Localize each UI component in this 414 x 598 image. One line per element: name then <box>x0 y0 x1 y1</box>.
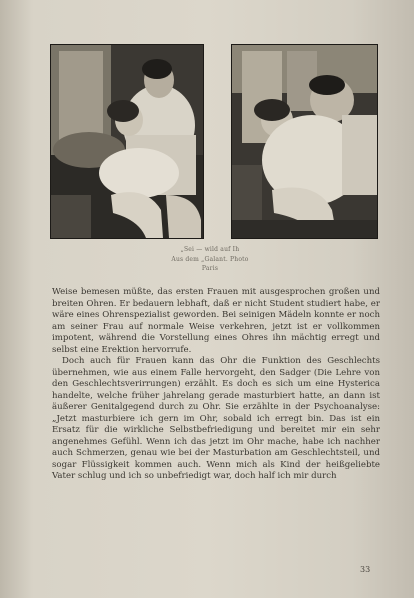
photo-left-image <box>51 45 203 238</box>
vintage-photograph-left <box>50 44 204 239</box>
body-text <box>52 287 380 483</box>
vintage-photograph-right <box>231 44 378 239</box>
photo-right-image <box>232 45 377 238</box>
photo-caption-source: Aus dem „Galant. Photo <box>171 256 249 263</box>
page-number: 33 <box>360 565 371 574</box>
photo-caption-place: Paris <box>201 265 219 272</box>
paragraph-2: Doch auch für Frauen kann das Ohr die Funktion des Geschlechts übernehmen, wie aus einem Falle hervorgeht, den Sadger (Die Lehre von den Geschlechtsverirrungen) erzählt. Es doch es sich um eine Hysterica handelte, welche früher jahrelang gerade masturbiert hatte, an dann ist äußerer Genitalgegend durch zu Ohr. Sie erzählte in der Psychoanalyse: „Jetzt masturbiere ich gern im Ohr, sobald ich erregt bin. Das ist ein Ersatz für die wirkliche Selbstbefriedigung und bereitet mir ein sehr angenehmes Gefühl. Wenn ich das jetzt im Ohr mache, habe ich nachher auch Schmerzen, genau wie bei der Masturbation am Geschlechtsteil, und sogar Flüssigkeit kommen auch. Wenn mich als Kind der heißgeliebte Vater schlug und ich so unbefriedigt war, doch half ich mir durch <box>52 356 380 481</box>
paragraph-1: Weise bemesen müßte, das ersten Frauen mit ausgesprochen großen und breiten Ohren. Er bedauern lebhaft, daß er nicht Student studiert habe, er wäre eines Ohrenspezialist geworden. Bei seinigen Mädeln konnte er noch am seiner Frau auf normale Weise verkehren, jetzt ist er vollkommen impotent, während die Vorstellung eines Ohres ihn mächtig erregt und selbst eine Erektion hervorrufe. <box>52 287 380 355</box>
photo-caption-title: „Sei — wild auf Ih <box>180 246 240 253</box>
